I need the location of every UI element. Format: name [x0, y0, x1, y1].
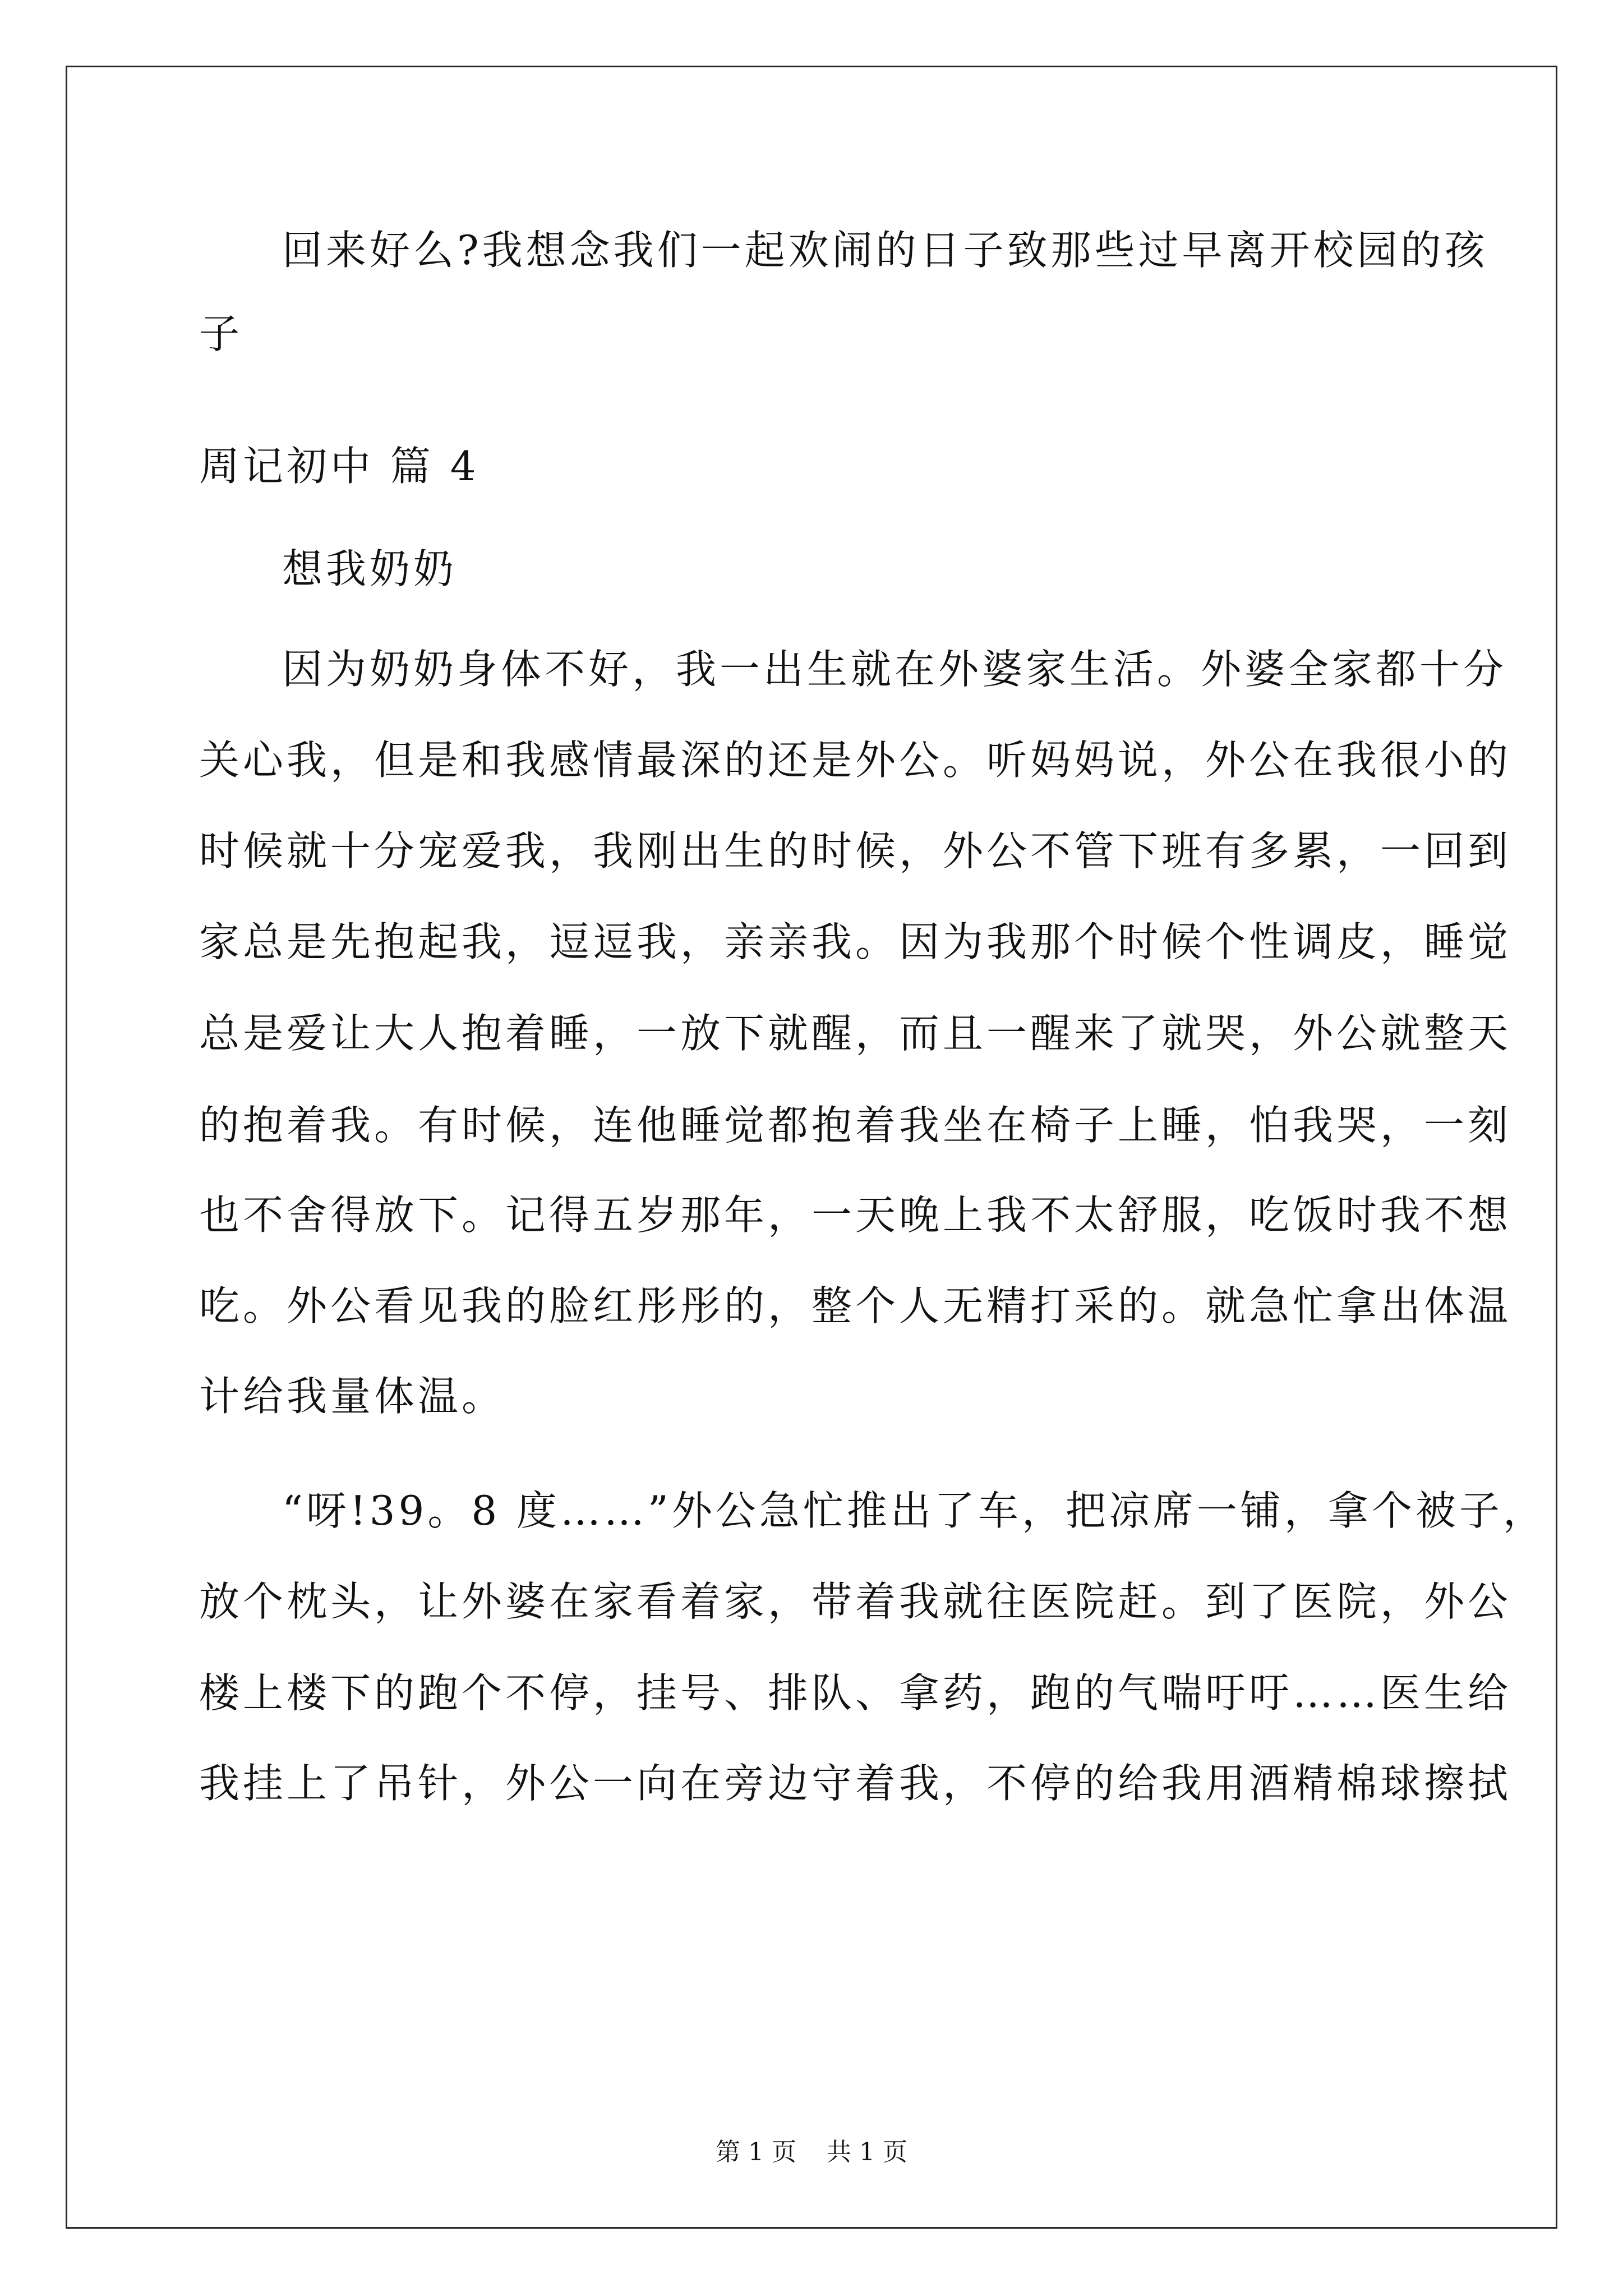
text-line: 计给我量体温。 [199, 1373, 506, 1420]
text-line: 因为奶奶身体不好，我一出生就在外婆家生活。外婆全家都十分 [282, 646, 1507, 693]
text-line: 家总是先抱起我，逗逗我，亲亲我。因为我那个时候个性调皮，睡觉 [199, 918, 1512, 965]
text-line: 也不舍得放下。记得五岁那年，一天晚上我不太舒服，吃饭时我不想 [199, 1191, 1512, 1239]
page-total: 共 1 页 [827, 2138, 907, 2166]
text-line: 关心我，但是和我感情最深的还是外公。听妈妈说，外公在我很小的 [199, 737, 1512, 784]
page-number: 第 1 页 [716, 2138, 796, 2166]
section-heading: 周记初中 篇 4 [199, 443, 479, 490]
text-line: 时候就十分宠爱我，我刚出生的时候，外公不管下班有多累，一回到 [199, 827, 1512, 875]
text-line: 放个枕头，让外婆在家看着家，带着我就往医院赶。到了医院，外公 [199, 1578, 1512, 1625]
text-line: 我挂上了吊针，外公一向在旁边守着我，不停的给我用酒精棉球擦拭 [199, 1760, 1512, 1807]
text-line: 吃。外公看见我的脸红彤彤的，整个人无精打采的。就急忙拿出体温 [199, 1282, 1512, 1329]
article-title: 想我奶奶 [282, 545, 458, 592]
text-line: 楼上楼下的跑个不停，挂号、排队、拿药，跑的气喘吁吁……医生给 [199, 1669, 1512, 1717]
text-line: “呀!39。8 度……”外公急忙推出了车，把凉席一铺，拿个被子， [282, 1487, 1547, 1534]
text-line: 子 [199, 310, 243, 357]
text-line: 的抱着我。有时候，连他睡觉都抱着我坐在椅子上睡，怕我哭，一刻 [199, 1102, 1512, 1149]
text-line: 总是爱让大人抱着睡，一放下就醒，而且一醒来了就哭，外公就整天 [199, 1010, 1512, 1057]
text-line: 回来好么?我想念我们一起欢闹的日子致那些过早离开校园的孩 [282, 227, 1488, 274]
page-footer [0, 2132, 1623, 2168]
